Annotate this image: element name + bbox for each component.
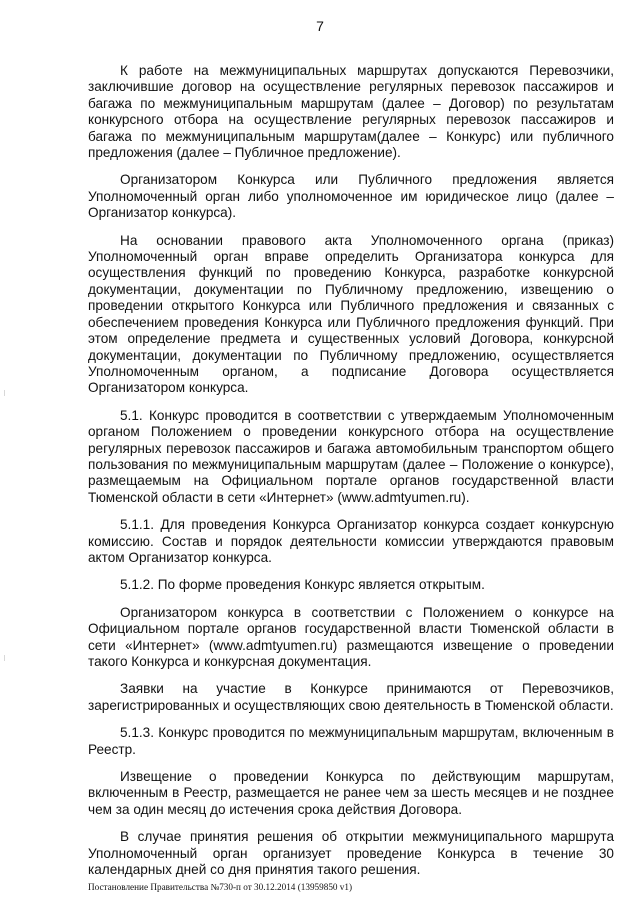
- paragraph: 5.1.1. Для проведения Конкурса Организатор конкурса создает конкурсную комиссию. Состав и порядок деятельности комиссии утверждаются правовым актом Организатор конкурса.: [88, 517, 614, 565]
- page-number: 7: [316, 18, 324, 34]
- scan-edge-mark: [4, 655, 5, 661]
- paragraph: К работе на межмуниципальных маршрутах допускаются Перевозчики, заключившие договор на осуществление регулярных перевозок пассажиров и багажа по межмуниципальным маршрутам (далее – Договор) по результатам конкурсного отбора на осуществление регулярных перевозок пассажиров и багажа по межмуниципальным маршрутам(далее – Конкурс) или публичного предложения (далее – Публичное предложение).: [88, 63, 614, 161]
- document-body: [88, 63, 614, 889]
- paragraph: В случае принятия решения об открытии межмуниципального маршрута Уполномоченный орган организует проведение Конкурса в течение 30 календарных дней со дня принятия такого решения.: [88, 829, 614, 878]
- paragraph: 5.1. Конкурс проводится в соответствии с утверждаемым Уполномоченным органом Положением о проведении конкурсного отбора на осуществление регулярных перевозок пассажиров и багажа автомобильным транспортом общего пользования по межмуниципальным маршрутам (далее – Положение о конкурсе), размещаемым на Официальном портале органов государственной власти Тюменской области в сети «Интернет» (www.admtyumen.ru).: [88, 407, 614, 505]
- paragraph: Извещение о проведении Конкурса по действующим маршрутам, включенным в Реестр, размещается не ранее чем за шесть месяцев и не позднее чем за один месяц до истечения срока действия Договора.: [88, 769, 614, 817]
- scan-edge-mark: [4, 390, 5, 396]
- paragraph: 5.1.2. По форме проведения Конкурс является открытым.: [120, 577, 485, 593]
- paragraph: На основании правового акта Уполномоченного органа (приказ) Уполномоченный орган вправе определить Организатора конкурса для осуществления функций по проведению Конкурса, разработке конкурсной документации, документации по Публичному предложению, извещению о проведении открытого Конкурса или Публичного предложения и связанных с обеспечением проведения Конкурса или Публичного предложения функций. При этом определение предмета и существенных условий Договора, конкурсной документации, документации по Публичному предложению, осуществляется Уполномоченным органом, а подписание Договора осуществляется Организатором конкурса.: [88, 232, 614, 396]
- paragraph: Организатором Конкурса или Публичного предложения является Уполномоченный орган либо уполномоченное им юридическое лицо (далее – Организатор конкурса).: [88, 172, 614, 221]
- paragraph: Организатором конкурса в соответствии с Положением о конкурсе на Официальном портале органов государственной власти Тюменской области в сети «Интернет» (www.admtyumen.ru) размещаются извещение о проведении такого Конкурса и конкурсная документация.: [88, 604, 614, 669]
- paragraph: 5.1.3. Конкурс проводится по межмуниципальным маршрутам, включенным в Реестр.: [88, 725, 614, 757]
- paragraph: Заявки на участие в Конкурсе принимаются от Перевозчиков, зарегистрированных и осуществляющих свою деятельность в Тюменской области.: [88, 681, 614, 713]
- page-footer: Постановление Правительства №730-п от 30.12.2014 (13959850 v1): [88, 882, 353, 892]
